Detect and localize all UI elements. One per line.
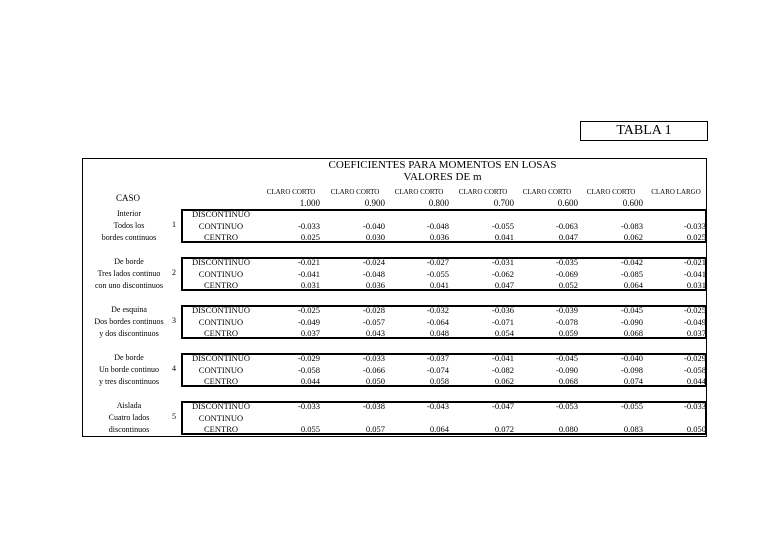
coefficient-cell: -0.066: [363, 364, 385, 375]
coefficient-cell: -0.082: [492, 364, 514, 375]
coefficient-cell: -0.032: [427, 305, 449, 315]
coefficient-cell: -0.036: [492, 305, 514, 315]
coefficient-cell: 0.054: [494, 328, 514, 338]
coefficient-cell: -0.025: [684, 305, 706, 315]
coefficient-cell: 0.052: [558, 280, 578, 290]
coefficient-cell: -0.053: [556, 401, 578, 411]
column-header: CLARO CORTO: [266, 188, 316, 196]
case-description: Aislada: [116, 401, 142, 410]
row-label: DISCONTINUO: [191, 401, 251, 411]
coefficient-cell: 0.064: [623, 280, 643, 290]
table-number-label: TABLA 1: [580, 121, 708, 141]
row-label: CONTINUO: [198, 412, 244, 423]
row-label: DISCONTINUO: [191, 257, 251, 267]
coefficient-cell: 0.044: [300, 376, 320, 386]
case-description: discontinuos: [108, 425, 150, 434]
coefficient-cell: -0.043: [427, 401, 449, 411]
coefficient-cell: -0.029: [684, 353, 706, 363]
column-ratio-value: 0.800: [428, 198, 449, 208]
row-label: CONTINUO: [198, 364, 244, 375]
coefficient-cell: -0.047: [492, 401, 514, 411]
case-description: De borde: [114, 353, 144, 362]
coefficient-cell: -0.058: [298, 364, 320, 375]
coefficient-cell: -0.033: [298, 401, 320, 411]
coefficient-cell: -0.069: [556, 268, 578, 279]
case-description: y tres discontinuos: [99, 377, 159, 386]
coefficient-cell: 0.068: [558, 376, 578, 386]
coefficient-cell: -0.033: [684, 220, 706, 231]
row-label: DISCONTINUO: [191, 305, 251, 315]
case-number: 3: [172, 316, 176, 325]
coefficient-cell: 0.047: [558, 232, 578, 242]
column-ratio-value: 0.600: [622, 198, 643, 208]
row-label: DISCONTINUO: [191, 209, 251, 219]
coefficient-cell: -0.063: [556, 220, 578, 231]
row-label: CENTRO: [204, 376, 238, 386]
coefficient-cell: -0.098: [621, 364, 643, 375]
case-description: Un borde continuo: [99, 365, 159, 374]
coefficient-cell: -0.024: [363, 257, 385, 267]
case-description: con uno discontinuos: [95, 281, 163, 290]
coefficient-cell: -0.055: [427, 268, 449, 279]
coefficient-cell: -0.058: [684, 364, 706, 375]
case-description: Cuatro lados: [108, 413, 150, 422]
case-number: 5: [172, 412, 176, 421]
case-description: bordes continuos: [101, 233, 157, 242]
coefficient-cell: -0.033: [684, 401, 706, 411]
column-header: CLARO CORTO: [586, 188, 636, 196]
coefficient-cell: 0.044: [686, 376, 706, 386]
coefficient-cell: -0.083: [621, 220, 643, 231]
coefficient-cell: 0.048: [429, 328, 449, 338]
coefficient-cell: 0.036: [365, 280, 385, 290]
case-description: De esquina: [111, 305, 147, 314]
row-label: CENTRO: [204, 328, 238, 338]
coefficient-cell: 0.043: [365, 328, 385, 338]
column-ratio-value: 0.600: [557, 198, 578, 208]
coefficient-cell: 0.047: [494, 280, 514, 290]
coefficient-cell: -0.039: [556, 305, 578, 315]
coefficient-cell: -0.071: [492, 316, 514, 327]
coefficient-cell: -0.037: [427, 353, 449, 363]
case-description: Tres lados continuo: [97, 269, 161, 278]
coefficient-cell: 0.025: [686, 232, 706, 242]
coefficient-cell: 0.058: [429, 376, 449, 386]
coefficient-cell: -0.021: [684, 257, 706, 267]
coefficient-cell: -0.048: [363, 268, 385, 279]
coefficient-cell: 0.041: [494, 232, 514, 242]
coefficient-cell: -0.048: [427, 220, 449, 231]
coefficient-cell: 0.025: [300, 232, 320, 242]
coefficient-cell: -0.027: [427, 257, 449, 267]
case-description: y dos discontinuos: [99, 329, 159, 338]
coefficient-cell: -0.035: [556, 257, 578, 267]
case-number: 1: [172, 220, 176, 229]
coefficient-cell: 0.074: [623, 376, 643, 386]
case-description: De borde: [114, 257, 144, 266]
coefficient-cell: -0.028: [363, 305, 385, 315]
coefficient-cell: 0.050: [365, 376, 385, 386]
row-label: CENTRO: [204, 424, 238, 434]
coefficient-cell: -0.062: [492, 268, 514, 279]
row-label: CENTRO: [204, 280, 238, 290]
caso-header: CASO: [115, 193, 140, 203]
coefficient-cell: -0.038: [363, 401, 385, 411]
row-label: DISCONTINUO: [191, 353, 251, 363]
coefficient-cell: 0.057: [365, 424, 385, 434]
coefficient-cell: 0.031: [686, 280, 706, 290]
coefficient-cell: -0.074: [427, 364, 449, 375]
coefficient-cell: 0.068: [623, 328, 643, 338]
row-label: CONTINUO: [198, 316, 244, 327]
coefficient-cell: 0.036: [429, 232, 449, 242]
case-number: 2: [172, 268, 176, 277]
coefficient-cell: -0.049: [298, 316, 320, 327]
coefficient-cell: 0.062: [623, 232, 643, 242]
column-ratio-value: 0.900: [364, 198, 385, 208]
coefficient-cell: -0.041: [684, 268, 706, 279]
column-ratio-value: 0.700: [493, 198, 514, 208]
coefficient-cell: 0.059: [558, 328, 578, 338]
coefficient-cell: -0.090: [621, 316, 643, 327]
coefficient-cell: -0.025: [298, 305, 320, 315]
coefficient-cell: -0.033: [363, 353, 385, 363]
coefficient-cell: 0.041: [429, 280, 449, 290]
table-subtitle: VALORES DE m: [403, 171, 482, 183]
coefficient-cell: 0.064: [429, 424, 449, 434]
case-description: Todos los: [113, 221, 145, 230]
coefficient-cell: 0.080: [558, 424, 578, 434]
column-header: CLARO CORTO: [394, 188, 444, 196]
coefficient-cell: -0.041: [492, 353, 514, 363]
row-label: CONTINUO: [198, 220, 244, 231]
coefficient-cell: -0.055: [621, 401, 643, 411]
coefficient-cell: -0.029: [298, 353, 320, 363]
case-description: Interior: [117, 209, 141, 218]
coefficient-cell: -0.090: [556, 364, 578, 375]
coefficient-cell: 0.055: [300, 424, 320, 434]
coefficient-cell: -0.040: [363, 220, 385, 231]
table-title: COEFICIENTES PARA MOMENTOS EN LOSAS: [328, 159, 557, 171]
coefficient-cell: -0.085: [621, 268, 643, 279]
coefficient-cell: -0.057: [363, 316, 385, 327]
coefficient-cell: 0.083: [623, 424, 643, 434]
case-number: 4: [172, 364, 176, 373]
coefficient-cell: -0.031: [492, 257, 514, 267]
coefficient-cell: 0.031: [300, 280, 320, 290]
coefficient-cell: -0.049: [684, 316, 706, 327]
case-description: Dos bordes continuos: [94, 317, 164, 326]
row-label: CENTRO: [204, 232, 238, 242]
coefficient-cell: 0.037: [300, 328, 320, 338]
coefficient-cell: -0.045: [556, 353, 578, 363]
coefficient-cell: 0.037: [686, 328, 706, 338]
coefficient-cell: -0.064: [427, 316, 449, 327]
coefficient-cell: -0.042: [621, 257, 643, 267]
column-ratio-value: 1.000: [299, 198, 320, 208]
row-label: CONTINUO: [198, 268, 244, 279]
coefficient-cell: 0.062: [494, 376, 514, 386]
coefficient-cell: 0.050: [686, 424, 706, 434]
coefficient-cell: -0.041: [298, 268, 320, 279]
coefficient-cell: 0.030: [365, 232, 385, 242]
column-header: CLARO CORTO: [522, 188, 572, 196]
column-header: CLARO CORTO: [458, 188, 508, 196]
coefficient-cell: -0.033: [298, 220, 320, 231]
coefficient-cell: 0.072: [494, 424, 514, 434]
coefficient-cell: -0.078: [556, 316, 578, 327]
column-header: CLARO CORTO: [330, 188, 380, 196]
column-header: CLARO LARGO: [651, 188, 701, 196]
coefficient-cell: -0.055: [492, 220, 514, 231]
coefficient-cell: -0.045: [621, 305, 643, 315]
coefficient-cell: -0.040: [621, 353, 643, 363]
coefficient-cell: -0.021: [298, 257, 320, 267]
